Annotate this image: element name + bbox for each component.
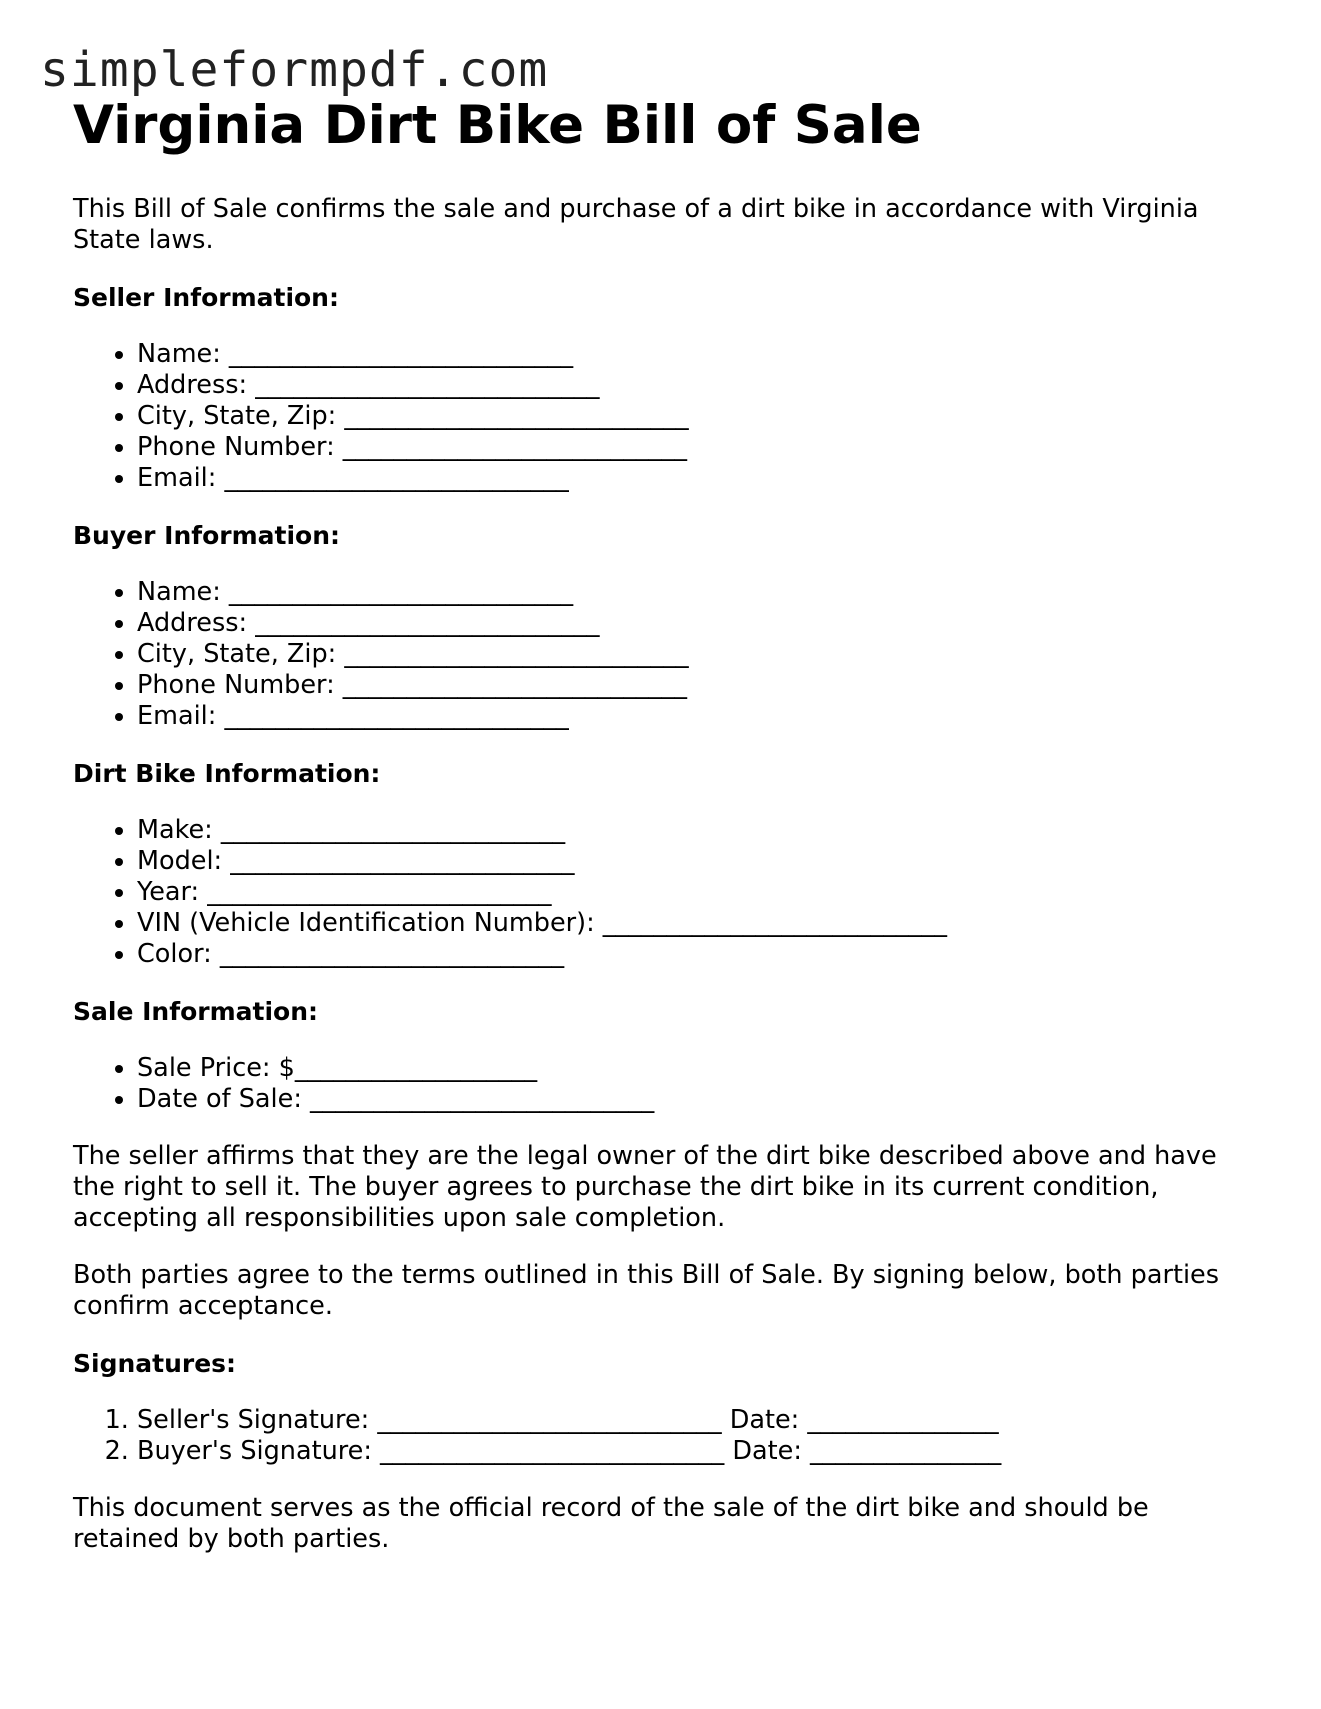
signatures-list xyxy=(73,1405,1253,1467)
agreement-paragraph: Both parties agree to the terms outlined in this Bill of Sale. By signing below, both parties confirm acceptance. xyxy=(73,1260,1220,1321)
signatures-heading: Signatures: xyxy=(73,1349,237,1378)
bike-color-field[interactable]: • Color: ___________________________ xyxy=(137,939,1253,970)
closing-paragraph: This document serves as the official record of the sale of the dirt bike and should be retained by both parties. xyxy=(73,1493,1149,1554)
buyer-heading: Buyer Information: xyxy=(73,521,341,550)
seller-name-field[interactable]: • Name: ___________________________ xyxy=(137,339,1253,370)
seller-city-state-zip-field[interactable]: • City, State, Zip: ___________________________ xyxy=(137,401,1253,432)
sale-price-field[interactable]: • Sale Price: $___________________ xyxy=(137,1053,1253,1084)
bike-vin-field[interactable]: • VIN (Vehicle Identification Number): ___________________________ xyxy=(137,908,1253,939)
buyer-signature-field[interactable]: 2. Buyer's Signature: ___________________________ Date: _______________ xyxy=(137,1436,1253,1467)
buyer-list xyxy=(73,577,1253,732)
watermark-logo: simpleformpdf.com xyxy=(40,42,549,98)
bike-make-field[interactable]: • Make: ___________________________ xyxy=(137,815,1253,846)
bike-model-field[interactable]: • Model: ___________________________ xyxy=(137,846,1253,877)
bike-list xyxy=(73,815,1253,970)
buyer-email-field[interactable]: • Email: ___________________________ xyxy=(137,701,1253,732)
seller-email-field[interactable]: • Email: ___________________________ xyxy=(137,463,1253,494)
sale-heading: Sale Information: xyxy=(73,997,318,1026)
bike-heading: Dirt Bike Information: xyxy=(73,759,381,788)
sale-date-field[interactable]: • Date of Sale: ___________________________ xyxy=(137,1084,1253,1115)
seller-signature-field[interactable]: 1. Seller's Signature: ___________________________ Date: _______________ xyxy=(137,1405,1253,1436)
bike-year-field[interactable]: • Year: ___________________________ xyxy=(137,877,1253,908)
seller-list xyxy=(73,339,1253,494)
intro-paragraph: This Bill of Sale confirms the sale and purchase of a dirt bike in accordance with Virginia State laws. xyxy=(73,194,1199,255)
document-page xyxy=(73,95,1253,1555)
sale-list xyxy=(73,1053,1253,1115)
affirmation-paragraph: The seller affirms that they are the legal owner of the dirt bike described above and have the right to sell it. The buyer agrees to purchase the dirt bike in its current condition, accepting all responsibilities upon sale completion. xyxy=(73,1141,1217,1233)
seller-phone-field[interactable]: • Phone Number: ___________________________ xyxy=(137,432,1253,463)
buyer-name-field[interactable]: • Name: ___________________________ xyxy=(137,577,1253,608)
buyer-address-field[interactable]: • Address: ___________________________ xyxy=(137,608,1253,639)
seller-heading: Seller Information: xyxy=(73,283,339,312)
document-title: Virginia Dirt Bike Bill of Sale xyxy=(73,95,922,156)
buyer-phone-field[interactable]: • Phone Number: ___________________________ xyxy=(137,670,1253,701)
seller-address-field[interactable]: • Address: ___________________________ xyxy=(137,370,1253,401)
buyer-city-state-zip-field[interactable]: • City, State, Zip: ___________________________ xyxy=(137,639,1253,670)
